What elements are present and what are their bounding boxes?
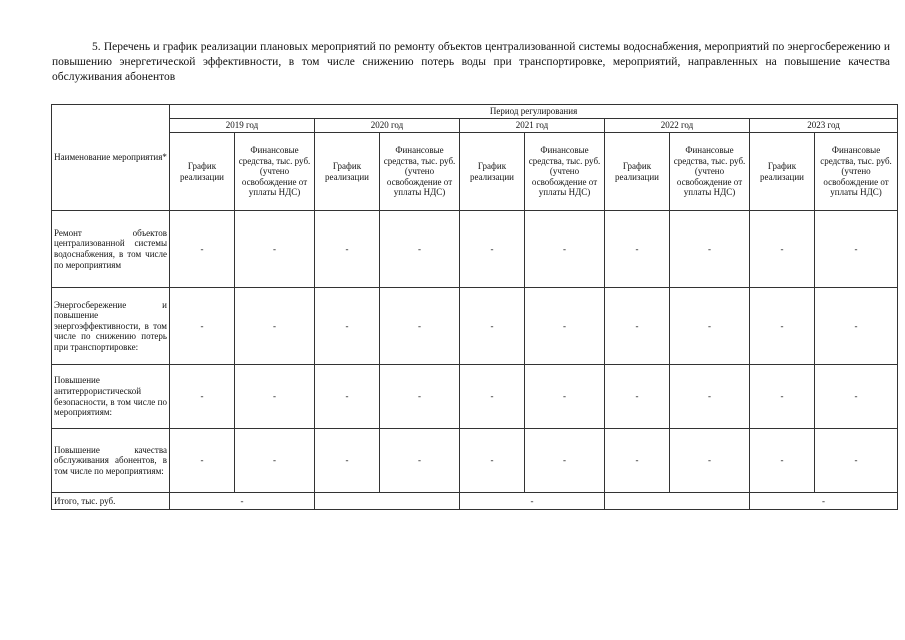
- table-row: [52, 288, 898, 365]
- table-cell: -: [525, 288, 605, 365]
- table-row: [52, 211, 898, 288]
- total-cell: -: [750, 493, 898, 510]
- table-cell: -: [235, 288, 315, 365]
- schedule-header: График реализации: [605, 133, 670, 211]
- year-header: 2020 год: [315, 119, 460, 133]
- total-cell: -: [460, 493, 605, 510]
- table-cell: -: [815, 211, 898, 288]
- table-cell: -: [750, 288, 815, 365]
- table-cell: -: [380, 365, 460, 429]
- row-name: Повышение антитеррористической безопасности, в том числе по мероприятиям:: [52, 365, 170, 429]
- table-cell: -: [605, 211, 670, 288]
- table-cell: -: [315, 211, 380, 288]
- table-cell: -: [170, 211, 235, 288]
- table-cell: -: [170, 288, 235, 365]
- table-cell: -: [815, 429, 898, 493]
- table-cell: -: [815, 288, 898, 365]
- table-cell: -: [380, 288, 460, 365]
- table-cell: -: [750, 365, 815, 429]
- table-cell: -: [460, 288, 525, 365]
- funds-header: Финансовые средства, тыс. руб. (учтено освобождение от уплаты НДС): [235, 133, 315, 211]
- table-cell: -: [380, 429, 460, 493]
- table-cell: -: [170, 365, 235, 429]
- table-cell: -: [815, 365, 898, 429]
- table-cell: -: [170, 429, 235, 493]
- name-column-header: Наименование мероприятия*: [52, 105, 170, 211]
- row-name: Ремонт объектов централизованной системы водоснабжения, в том числе по мероприятиям: [52, 211, 170, 288]
- table-cell: -: [525, 429, 605, 493]
- table-cell: -: [605, 365, 670, 429]
- year-header: 2019 год: [170, 119, 315, 133]
- table-cell: -: [235, 365, 315, 429]
- schedule-header: График реализации: [315, 133, 380, 211]
- table-cell: -: [750, 429, 815, 493]
- section-heading-text: 5. Перечень и график реализации плановых мероприятий по ремонту объектов централизованной системы водоснабжения, мероприятий по энергосбережению и повышению энергетической эффективности, в том числе снижению потерь воды при транспортировке, мероприятий, направленных на повышение качества обслуживания абонентов: [52, 41, 890, 83]
- table-cell: -: [525, 211, 605, 288]
- funds-header: Финансовые средства, тыс. руб. (учтено освобождение от уплаты НДС): [815, 133, 898, 211]
- period-header: Период регулирования: [170, 105, 898, 119]
- table-cell: -: [315, 365, 380, 429]
- plan-table: [51, 104, 898, 510]
- table-cell: -: [670, 429, 750, 493]
- row-name: Повышение качества обслуживания абонентов, в том числе по мероприятиям:: [52, 429, 170, 493]
- section-heading: [52, 40, 890, 85]
- table-cell: -: [380, 211, 460, 288]
- total-cell: [605, 493, 750, 510]
- total-row: [52, 493, 898, 510]
- table-cell: -: [670, 365, 750, 429]
- total-cell: -: [170, 493, 315, 510]
- year-header: 2023 год: [750, 119, 898, 133]
- table-cell: -: [460, 429, 525, 493]
- table-row: [52, 429, 898, 493]
- year-header: 2022 год: [605, 119, 750, 133]
- table-cell: -: [605, 288, 670, 365]
- table-cell: -: [460, 211, 525, 288]
- year-header: 2021 год: [460, 119, 605, 133]
- total-cell: [315, 493, 460, 510]
- table-cell: -: [670, 211, 750, 288]
- schedule-header: График реализации: [460, 133, 525, 211]
- table-cell: -: [315, 288, 380, 365]
- table-row: [52, 365, 898, 429]
- row-name: Энергосбережение и повышение энергоэффективности, в том числе по снижению потерь при транспортировке:: [52, 288, 170, 365]
- schedule-header: График реализации: [750, 133, 815, 211]
- funds-header: Финансовые средства, тыс. руб. (учтено освобождение от уплаты НДС): [525, 133, 605, 211]
- schedule-header: График реализации: [170, 133, 235, 211]
- table-cell: -: [235, 429, 315, 493]
- table-cell: -: [525, 365, 605, 429]
- table-cell: -: [235, 211, 315, 288]
- table-cell: -: [460, 365, 525, 429]
- funds-header: Финансовые средства, тыс. руб. (учтено освобождение от уплаты НДС): [670, 133, 750, 211]
- table-cell: -: [750, 211, 815, 288]
- funds-header: Финансовые средства, тыс. руб. (учтено освобождение от уплаты НДС): [380, 133, 460, 211]
- table-cell: -: [605, 429, 670, 493]
- table-cell: -: [670, 288, 750, 365]
- table-cell: -: [315, 429, 380, 493]
- total-label: Итого, тыс. руб.: [52, 493, 170, 510]
